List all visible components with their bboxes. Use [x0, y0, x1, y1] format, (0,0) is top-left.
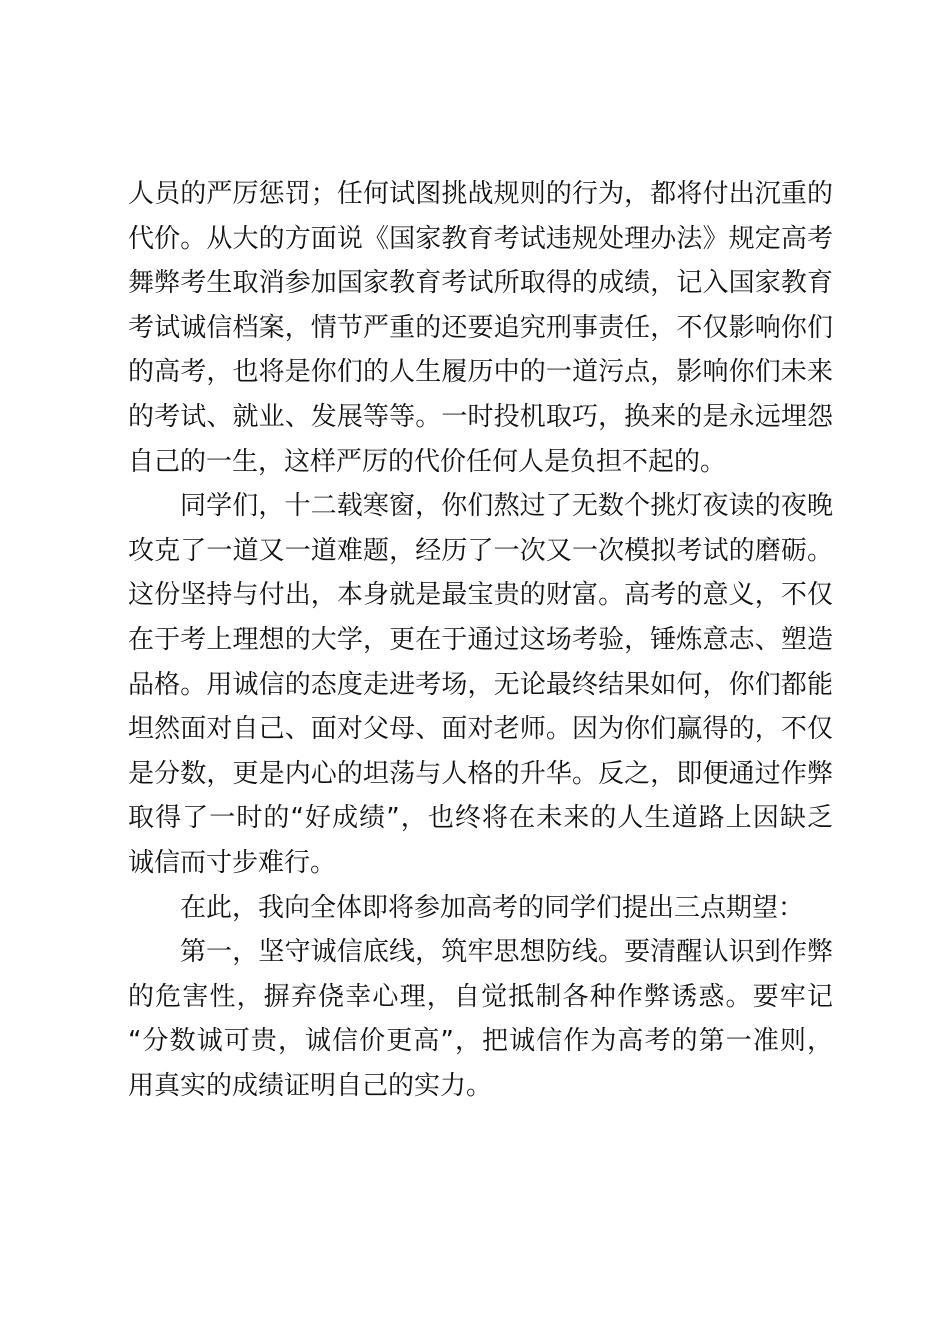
text-line: 取得了一时的“好成绩”，也终将在未来的人生道路上因缺乏 [128, 803, 833, 834]
text-line: “分数诚可贵，诚信价更高”，把诚信作为高考的第一准则， [128, 1026, 833, 1057]
body-text [128, 172, 833, 1108]
text-line: 的高考，也将是你们的人生履历中的一道污点，影响你们未来 [128, 357, 833, 388]
text-line: 代价。从大的方面说《国家教育考试违规处理办法》规定高考 [128, 223, 833, 254]
text-line: 自己的一生，这样严厉的代价任何人是负担不起的。 [128, 446, 727, 477]
text-line: 在于考上理想的大学，更在于通过这场考验，锤炼意志、塑造 [128, 624, 833, 655]
text-line: 第一，坚守诚信底线，筑牢思想防线。要清醒认识到作弊 [180, 937, 833, 968]
text-line: 这份坚持与付出，本身就是最宝贵的财富。高考的意义，不仅 [128, 580, 833, 611]
text-line: 攻克了一道又一道难题，经历了一次又一次模拟考试的磨砺。 [128, 535, 833, 566]
text-line: 在此，我向全体即将参加高考的同学们提出三点期望： [180, 892, 805, 923]
text-line: 的危害性，摒弃侥幸心理，自觉抵制各种作弊诱惑。要牢记 [128, 981, 833, 1012]
text-line: 坦然面对自己、面对父母、面对老师。因为你们赢得的，不仅 [128, 714, 833, 745]
text-line: 品格。用诚信的态度走进考场，无论最终结果如何，你们都能 [128, 669, 833, 700]
text-line: 用真实的成绩证明自己的实力。 [128, 1070, 493, 1101]
text-line: 同学们，十二载寒窗，你们熬过了无数个挑灯夜读的夜晚 [180, 491, 833, 522]
text-line: 舞弊考生取消参加国家教育考试所取得的成绩，记入国家教育 [128, 268, 833, 299]
text-line: 是分数，更是内心的坦荡与人格的升华。反之，即便通过作弊 [128, 758, 833, 789]
text-line: 人员的严厉惩罚；任何试图挑战规则的行为，都将付出沉重的 [128, 179, 833, 209]
text-line: 考试诚信档案，情节严重的还要追究刑事责任，不仅影响你们 [128, 312, 833, 343]
text-line: 诚信而寸步难行。 [128, 847, 337, 878]
text-line: 的考试、就业、发展等等。一时投机取巧，换来的是永远埋怨 [128, 401, 833, 432]
